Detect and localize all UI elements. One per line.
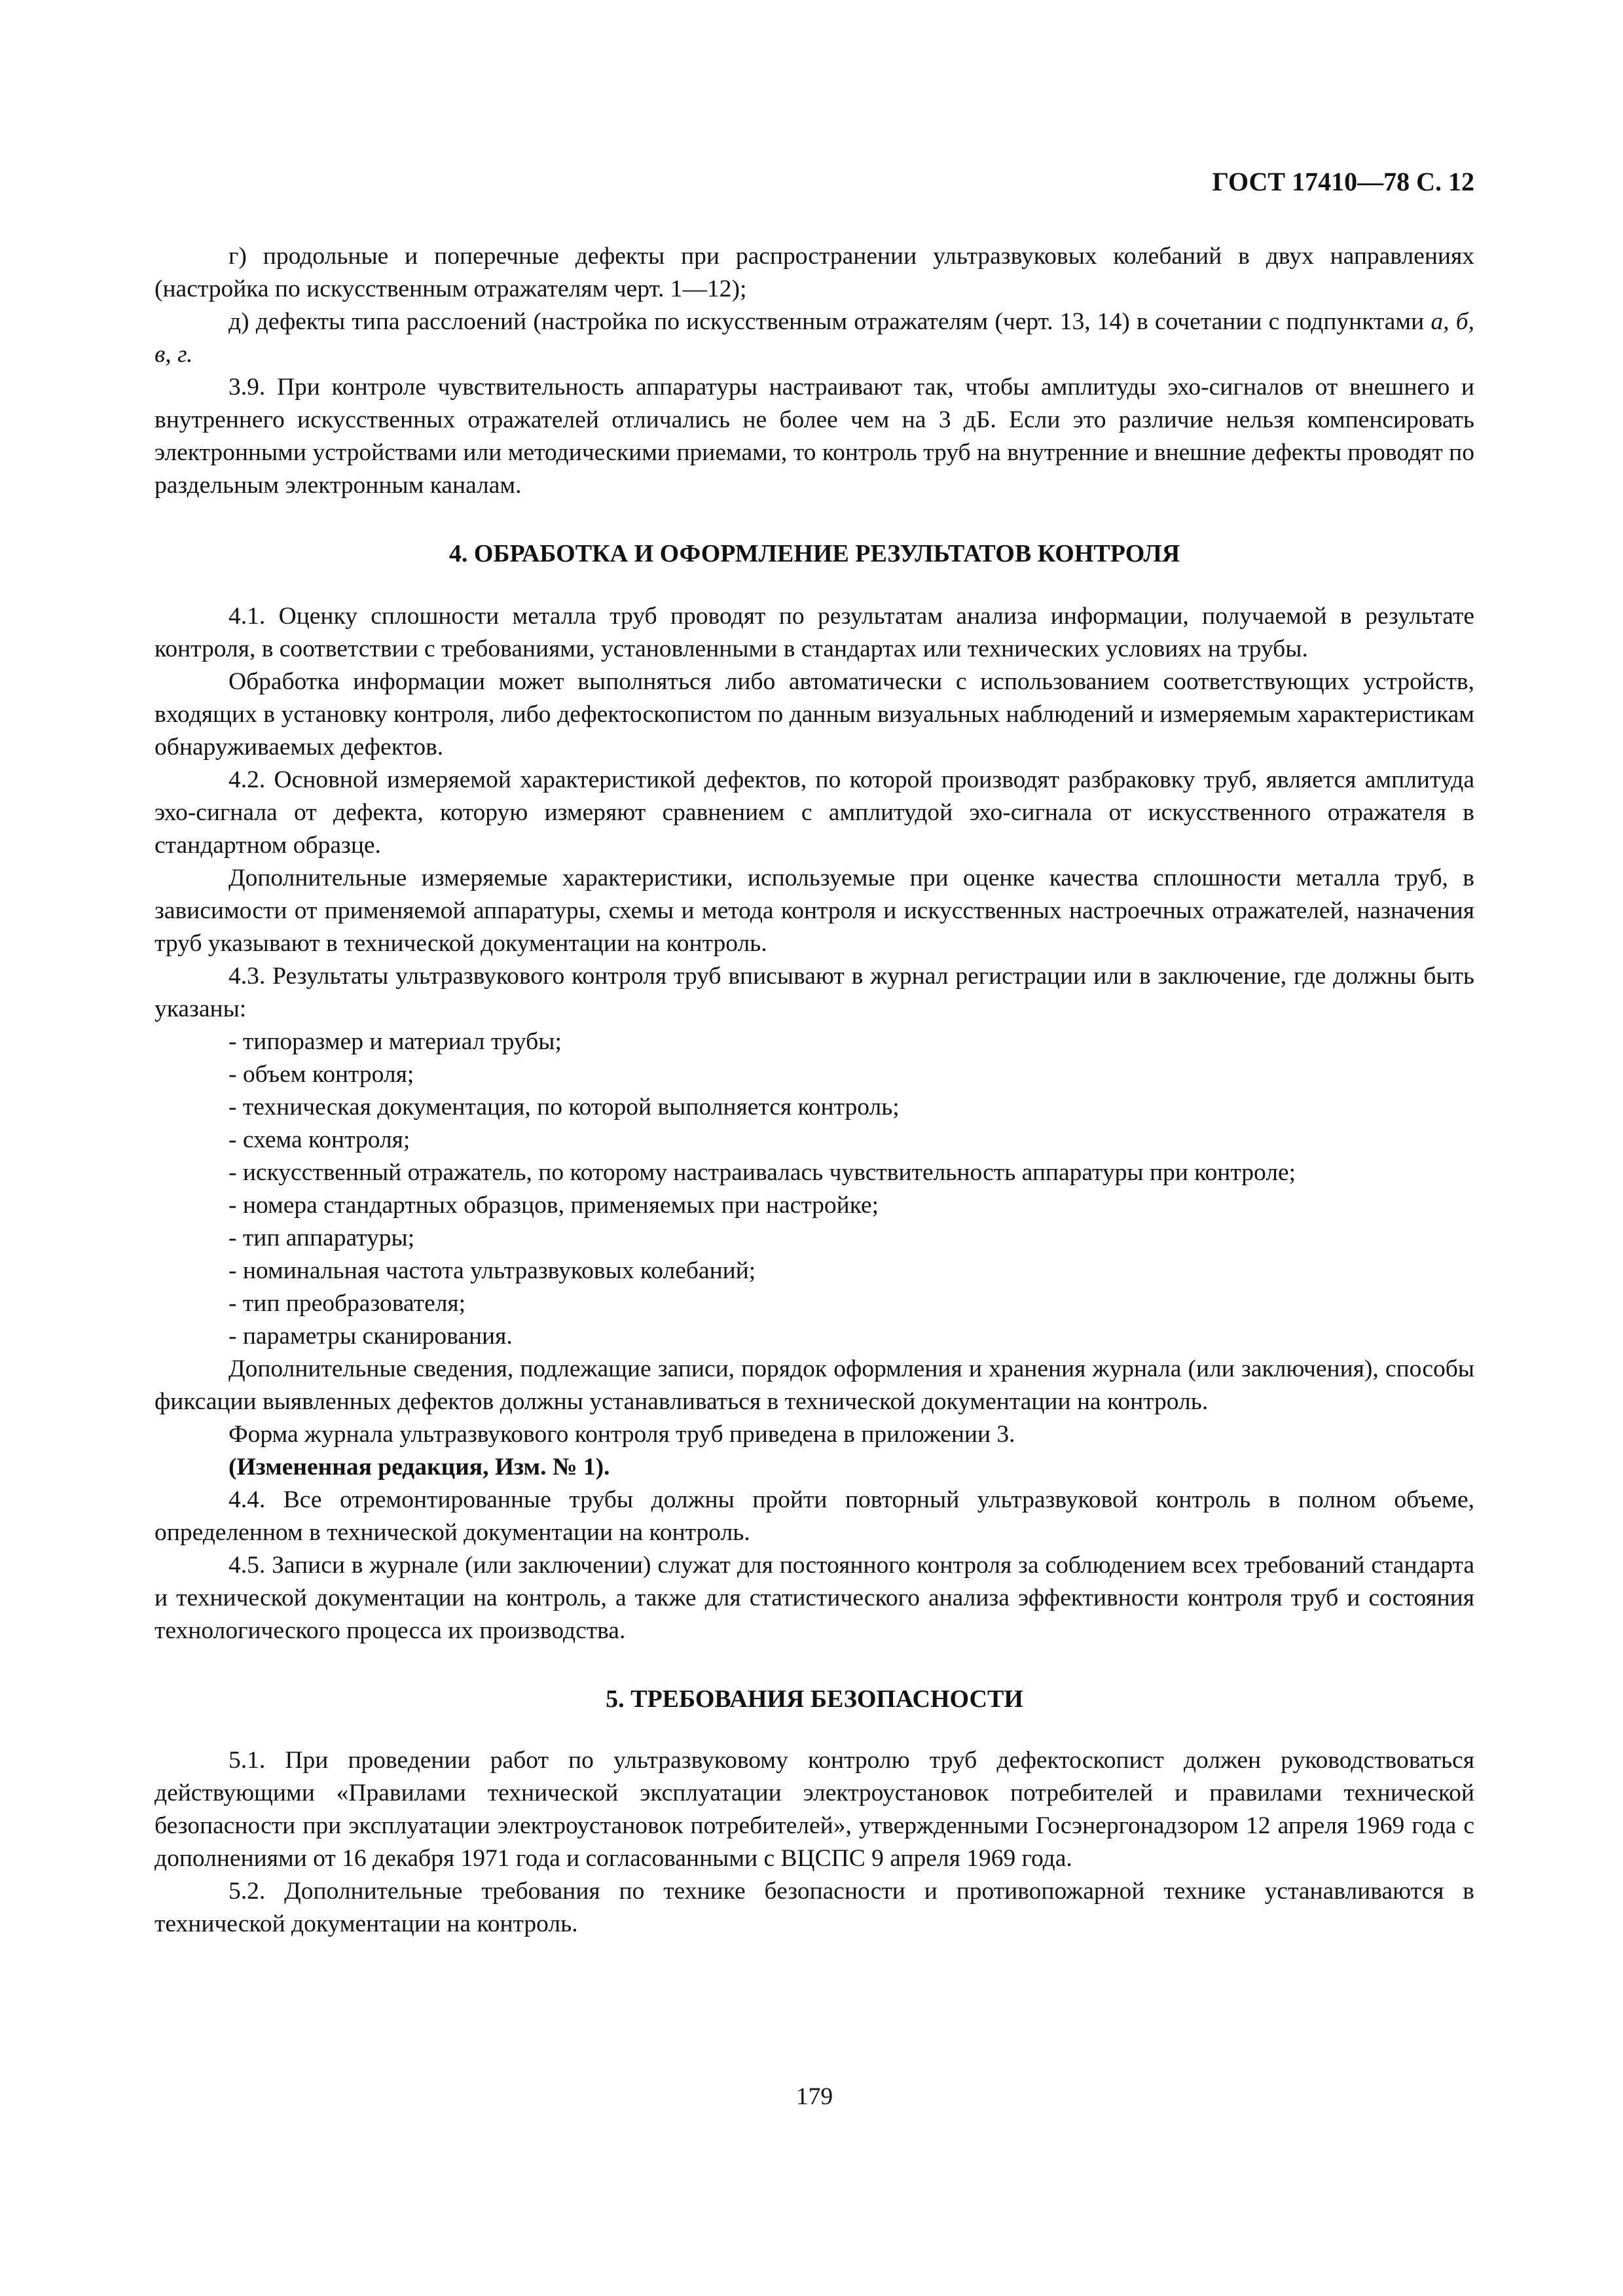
- paragraph-4-2: 4.2. Основной измеряемой характеристикой дефектов, по которой производят разбраковку труб, является амплитуда эхо-сигнала от дефекта, которую измеряют сравнением с амплитудой эхо-сигнала от искусственного отражателя в стандартном образце.: [155, 766, 1474, 859]
- list-item: - номера стандартных образцов, применяемых при настройке;: [228, 1192, 879, 1219]
- paragraph-4-2-additional: Дополнительные измеряемые характеристики, используемые при оценке качества сплошности металла труб, в зависимости от применяемой аппаратуры, схемы и метода контроля и искусственных настроечных отражателей, назначения труб указывают в технической документации на контроль.: [155, 865, 1474, 957]
- paragraph-d-text: д) дефекты типа расслоений (настройка по искусственным отражателям (черт. 13, 14) в сочетании с подпунктами: [228, 308, 1431, 335]
- list-item: - техническая документация, по которой выполняется контроль;: [228, 1094, 900, 1121]
- paragraph-4-1-processing: Обработка информации может выполняться либо автоматически с использованием соответствующих устройств, входящих в установку контроля, либо дефектоскопистом по данным визуальных наблюдений и измеряемым характеристикам обнаруживаемых дефектов.: [155, 668, 1474, 761]
- spacer: [155, 570, 1474, 600]
- paragraph-d-italic: а, б, в, г.: [155, 308, 1474, 368]
- list-item: - объем контроля;: [228, 1061, 414, 1088]
- amendment-note: (Измененная редакция, Изм. № 1).: [228, 1454, 610, 1480]
- list-item: - тип преобразователя;: [228, 1290, 466, 1317]
- list-item: - искусственный отражатель, по которому настраивалась чувствительность аппаратуры при контроле;: [228, 1159, 1296, 1186]
- paragraph-5-2: 5.2. Дополнительные требования по технике безопасности и противопожарной технике устанавливаются в технической документации на контроль.: [155, 1878, 1474, 1937]
- paragraph-4-3: 4.3. Результаты ультразвукового контроля труб вписывают в журнал регистрации или в заключение, где должны быть указаны:: [155, 963, 1474, 1022]
- paragraph-4-3-journal-form: Форма журнала ультразвукового контроля труб приведена в приложении 3.: [228, 1421, 1015, 1448]
- section-5-heading: 5. ТРЕБОВАНИЯ БЕЗОПАСНОСТИ: [606, 1685, 1023, 1713]
- list-item: - тип аппаратуры;: [228, 1225, 415, 1251]
- requirements-list: [155, 1026, 1474, 1353]
- page-header: ГОСТ 17410—78 С. 12: [1212, 167, 1474, 196]
- spacer: [155, 1715, 1474, 1744]
- spacer: [155, 502, 1474, 537]
- paragraph-g: г) продольные и поперечные дефекты при распространении ультразвуковых колебаний в двух направлениях (настройка по искусственным отражателям черт. 1—12);: [155, 243, 1474, 302]
- document-body: [155, 240, 1474, 1941]
- section-4-heading: 4. ОБРАБОТКА И ОФОРМЛЕНИЕ РЕЗУЛЬТАТОВ КОНТРОЛЯ: [448, 540, 1180, 567]
- paragraph-d: [155, 306, 1474, 371]
- paragraph-4-3-additional: Дополнительные сведения, подлежащие записи, порядок оформления и хранения журнала (или заключения), способы фиксации выявленных дефектов должны устанавливаться в технической документации на контроль.: [155, 1355, 1474, 1415]
- paragraph-5-1: 5.1. При проведении работ по ультразвуковому контролю труб дефектоскопист должен руководствоваться действующими «Правилами технической эксплуатации электроустановок потребителей и правилами технической безопасности при эксплуатации электроустановок потребителей», утвержденными Госэнергонадзором 12 апреля 1969 года с дополнениями от 16 декабря 1971 года и согласованными с ВЦСПС 9 апреля 1969 года.: [155, 1747, 1474, 1872]
- spacer: [155, 1647, 1474, 1683]
- paragraph-3-9: 3.9. При контроле чувствительность аппаратуры настраивают так, чтобы амплитуды эхо-сигналов от внешнего и внутреннего искусственных отражателей отличались не более чем на 3 дБ. Если это различие нельзя компенсировать электронными устройствами или методическими приемами, то контроль труб на внутренние и внешние дефекты проводят по раздельным электронным каналам.: [155, 374, 1474, 499]
- paragraph-4-4: 4.4. Все отремонтированные трубы должны пройти повторный ультразвуковой контроль в полном объеме, определенном в технической документации на контроль.: [155, 1486, 1474, 1546]
- page-number: 179: [795, 2083, 833, 2110]
- list-item: - типоразмер и материал трубы;: [228, 1028, 562, 1055]
- paragraph-4-1: 4.1. Оценку сплошности металла труб проводят по результатам анализа информации, получаемой в результате контроля, в соответствии с требованиями, установленными в стандартах или технических условиях на трубы.: [155, 603, 1474, 662]
- list-item: - параметры сканирования.: [228, 1323, 513, 1350]
- paragraph-4-5: 4.5. Записи в журнале (или заключении) служат для постоянного контроля за соблюдением всех требований стандарта и технической документации на контроль, а также для статистического анализа эффективности контроля труб и состояния технологического процесса их производства.: [155, 1552, 1474, 1644]
- list-item: - номинальная частота ультразвуковых колебаний;: [228, 1257, 756, 1284]
- list-item: - схема контроля;: [228, 1126, 410, 1153]
